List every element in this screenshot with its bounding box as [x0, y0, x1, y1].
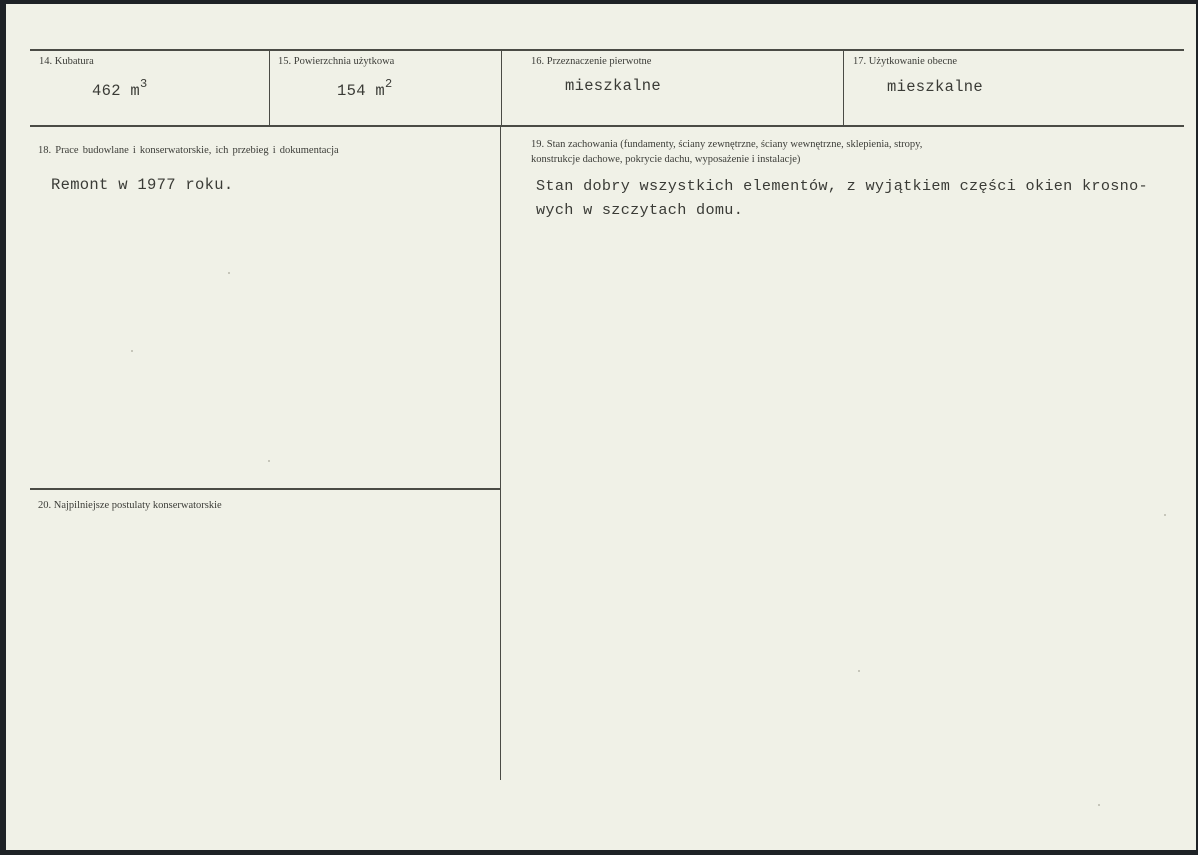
field-17-value: mieszkalne [887, 78, 984, 96]
field-15-superscript: 2 [385, 77, 393, 91]
field-16-value: mieszkalne [565, 77, 662, 95]
paper-speck [131, 350, 133, 352]
field-15-value [337, 74, 393, 103]
record-card [6, 4, 1196, 850]
row-rule [30, 125, 1184, 127]
field-14-value [92, 74, 148, 103]
field-14-number: 462 m [92, 82, 141, 101]
divider-15-16 [501, 49, 502, 125]
field-16-label: 16. Przeznaczenie pierwotne [531, 56, 652, 67]
field-19-label-line2: konstrukcje dachowe, pokrycie dachu, wyposażenie i instalacje) [531, 154, 801, 165]
center-divider [500, 126, 501, 780]
field-19-value-line1: Stan dobry wszystkich elementów, z wyjątkiem części okien krosno- [536, 177, 1148, 195]
field-17-label: 17. Użytkowanie obecne [853, 56, 958, 67]
top-rule [30, 49, 1184, 51]
field-19-value-line2: wych w szczytach domu. [536, 201, 744, 219]
divider-16-17 [843, 49, 844, 125]
paper-speck [228, 272, 230, 274]
section-20-rule [30, 488, 500, 490]
paper-speck [858, 670, 860, 672]
paper-speck [268, 460, 270, 462]
field-14-superscript: 3 [140, 77, 148, 91]
paper-speck [1098, 804, 1100, 806]
field-14-label: 14. Kubatura [39, 56, 94, 67]
field-15-number: 154 m [337, 82, 386, 101]
field-15-label: 15. Powierzchnia użytkowa [278, 56, 395, 67]
field-18-label: 18. Prace budowlane i konserwatorskie, ich przebieg i dokumentacja [38, 145, 339, 156]
field-20-label: 20. Najpilniejsze postulaty konserwatorskie [38, 500, 222, 511]
divider-14-15 [269, 49, 270, 125]
field-19-label-line1: 19. Stan zachowania (fundamenty, ściany zewnętrzne, ściany wewnętrzne, sklepienia, stropy, [531, 139, 923, 150]
paper-speck [1164, 514, 1166, 516]
field-18-value: Remont w 1977 roku. [51, 176, 234, 194]
